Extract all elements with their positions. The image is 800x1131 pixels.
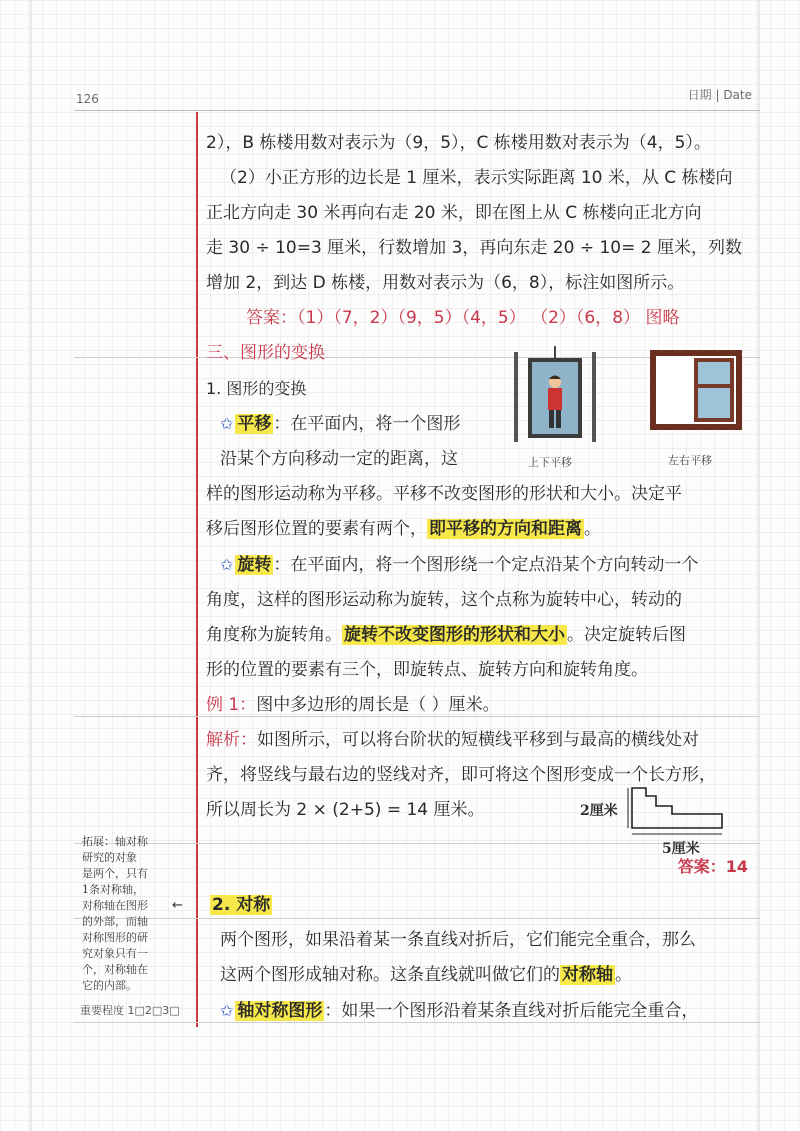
term-rotation: 旋转 <box>237 555 272 575</box>
text-line: 沿某个方向移动一定的距离，这 <box>220 449 458 469</box>
subsection-title: 2. 对称 <box>212 895 271 915</box>
figure-caption: 上下平移 <box>528 456 572 469</box>
note-line: 它的内部。 <box>82 979 137 992</box>
text-span: 如图所示，可以将台阶状的短横线平移到与最高的横线处对 <box>257 730 699 750</box>
text-span: 。 <box>615 965 632 985</box>
side-note <box>82 834 192 994</box>
text-span: 移后图形位置的要素有两个， <box>206 519 427 539</box>
text-line: 所以周长为 2 × (2+5) = 14 厘米。 <box>206 800 485 820</box>
text-span: 。决定旋转后图 <box>567 625 686 645</box>
page-edge-left <box>30 0 32 1131</box>
elevator-figure <box>514 346 596 450</box>
example-text: 图中多边形的周长是（ ）厘米。 <box>256 695 500 715</box>
example-label: 例 1： <box>206 695 257 715</box>
text-span: ：如果一个图形沿着某条直线对折后能完全重合， <box>324 1001 699 1021</box>
note-line: 是两个，只有 <box>82 867 148 880</box>
note-line: 对称图形的研 <box>82 931 148 944</box>
staircase-figure <box>628 786 738 836</box>
note-line: 1条对称轴， <box>82 883 144 896</box>
section-title: 三、图形的变换 <box>206 343 325 363</box>
text-line: 两个图形，如果沿着某一条直线对折后，它们能完全重合，那么 <box>220 930 696 950</box>
subsection-title: 1. 图形的变换 <box>206 379 307 398</box>
arrow-left-icon: ← <box>172 898 183 913</box>
text-span: ：在平面内，将一个图形 <box>273 414 461 434</box>
text-line: 形的位置的要素有三个，即旋转点、旋转方向和旋转角度。 <box>206 660 648 680</box>
text-line: 角度，这样的图形运动称为旋转，这个点称为旋转中心，转动的 <box>206 590 682 610</box>
text-span: 这两个图形成轴对称。这条直线就叫做它们的 <box>220 965 560 985</box>
answer-line: 答案：（1）（7，2）（9，5）（4，5） （2）（6，8） 图略 <box>246 308 680 328</box>
text-line: 正北方向走 30 米再向右走 20 米，即在图上从 C 栋楼向正北方向 <box>206 203 702 223</box>
note-line: 对称轴在图形 <box>82 899 148 912</box>
term-translation: 平移 <box>237 414 272 434</box>
text-span: 角度称为旋转角。 <box>206 625 342 645</box>
note-line: 究对象只有一 <box>82 947 148 960</box>
text-line: 2），B 栋楼用数对表示为（9，5），C 栋楼用数对表示为（4，5）。 <box>206 133 711 153</box>
solution-text <box>206 126 752 828</box>
text-line: 样的图形运动称为平移。平移不改变图形的形状和大小。决定平 <box>206 484 682 504</box>
date-label: 日期 | Date <box>687 88 752 102</box>
highlight-text: 对称轴 <box>562 965 613 985</box>
note-line: 研究的对象 <box>82 851 137 864</box>
header-rule <box>74 110 760 111</box>
highlight-text: 即平移的方向和距离 <box>429 519 582 539</box>
window-figure <box>650 350 746 436</box>
analysis-label: 解析： <box>206 730 257 750</box>
star-icon: ✩ <box>220 1001 234 1020</box>
term-axis-symmetry: 轴对称图形 <box>237 1001 323 1021</box>
answer-line: 答案：14 <box>677 857 748 876</box>
note-line: 的外部，而轴 <box>82 915 148 928</box>
text-line: （2）小正方形的边长是 1 厘米，表示实际距离 10 米，从 C 栋楼向 <box>220 168 733 188</box>
star-icon: ✩ <box>220 414 234 433</box>
text-line: 走 30 ÷ 10=3 厘米，行数增加 3，再向东走 20 ÷ 10= 2 厘米，列数 <box>206 238 742 258</box>
note-line: 个，对称轴在 <box>82 963 148 976</box>
text-line: 增加 2，到达 D 栋楼，用数对表示为（6，8），标注如图所示。 <box>206 273 685 293</box>
text-span: ：在平面内，将一个图形绕一个定点沿某个方向转动一个 <box>273 555 699 575</box>
importance-rating: 重要程度 1□2□3□ <box>80 1004 180 1017</box>
highlight-text: 旋转不改变图形的形状和大小 <box>344 625 565 645</box>
margin-line <box>196 112 198 1027</box>
width-label: 5厘米 <box>662 841 700 857</box>
height-label: 2厘米 <box>580 803 618 819</box>
figure-caption: 左右平移 <box>668 454 712 467</box>
note-line: 拓展：轴对称 <box>82 835 148 848</box>
page-edge-right <box>758 0 760 1131</box>
text-line: 齐，将竖线与最右边的竖线对齐，即可将这个图形变成一个长方形， <box>206 765 716 785</box>
symmetry-section <box>206 888 752 1029</box>
star-icon: ✩ <box>220 555 234 574</box>
text-span: 。 <box>584 519 601 539</box>
page-number: 126 <box>76 92 99 106</box>
